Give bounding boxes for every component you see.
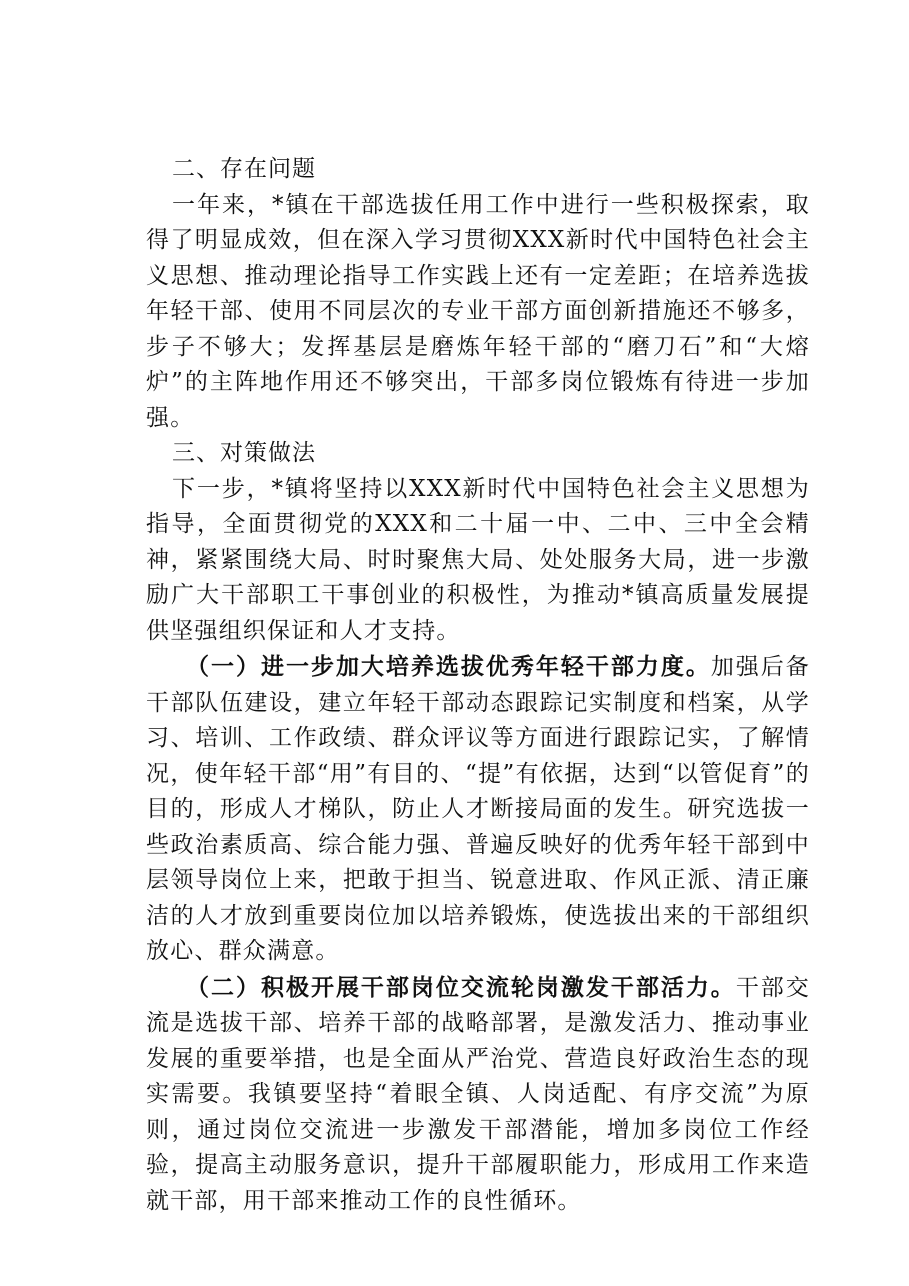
section-heading-problems: 二、存在问题 bbox=[172, 156, 316, 182]
paragraph-lead-2: （二）积极开展干部岗位交流轮岗激发干部活力。 bbox=[186, 973, 736, 1001]
paragraph-body-2: 干部交流是选拔干部、培养干部的战略部署，是激发活力、推动事业发展的重要举措，也是全面从严治党、营造良好政治生态的现实需要。我镇要坚持“着眼全镇、人岗适配、有序交流”为原则，通过岗位交流进一步激发干部潜能，增加多岗位工作经验，提高主动服务意识，提升干部履职能力，形成用工作来造就干部，用干部来推动工作的良性循环。 bbox=[146, 974, 810, 1214]
section-heading-measures: 三、对策做法 bbox=[172, 440, 316, 466]
paragraph-measure-1 bbox=[146, 649, 810, 970]
paragraph-measures-intro: 下一步，*镇将坚持以XXX新时代中国特色社会主义思想为指导，全面贯彻党的XXX和二十届一中、二中、三中全会精神，紧紧围绕大局、时时聚焦大局、处处服务大局，进一步激励广大干部职工干事创业的积极性，为推动*镇高质量发展提供坚强组织保证和人才支持。 bbox=[146, 475, 810, 644]
document-body bbox=[146, 152, 810, 1219]
paragraph-problems: 一年来，*镇在干部选拔任用工作中进行一些积极探索，取得了明显成效，但在深入学习贯彻XXX新时代中国特色社会主义思想、推动理论指导工作实践上还有一定差距；在培养选拔年轻干部、使用不同层次的专业干部方面创新措施还不够多，步子不够大；发挥基层是磨炼年轻干部的“磨刀石”和“大熔炉”的主阵地作用还不够突出，干部多岗位锻炼有待进一步加强。 bbox=[146, 191, 810, 431]
paragraph-lead-1: （一）进一步加大培养选拔优秀年轻干部力度。 bbox=[186, 653, 711, 680]
paragraph-body-1: 加强后备干部队伍建设，建立年轻干部动态跟踪记实制度和档案，从学习、培训、工作政绩、群众评议等方面进行跟踪记实，了解情况，使年轻干部“用”有目的、“提”有依据，达到“以管促育”的目的，形成人才梯队，防止人才断接局面的发生。研究选拔一些政治素质高、综合能力强、普遍反映好的优秀年轻干部到中层领导岗位上来，把敢于担当、锐意进取、作风正派、清正廉洁的人才放到重要岗位加以培养锻炼，使选拔出来的干部组织放心、群众满意。 bbox=[146, 654, 810, 964]
paragraph-measure-2 bbox=[146, 970, 810, 1220]
